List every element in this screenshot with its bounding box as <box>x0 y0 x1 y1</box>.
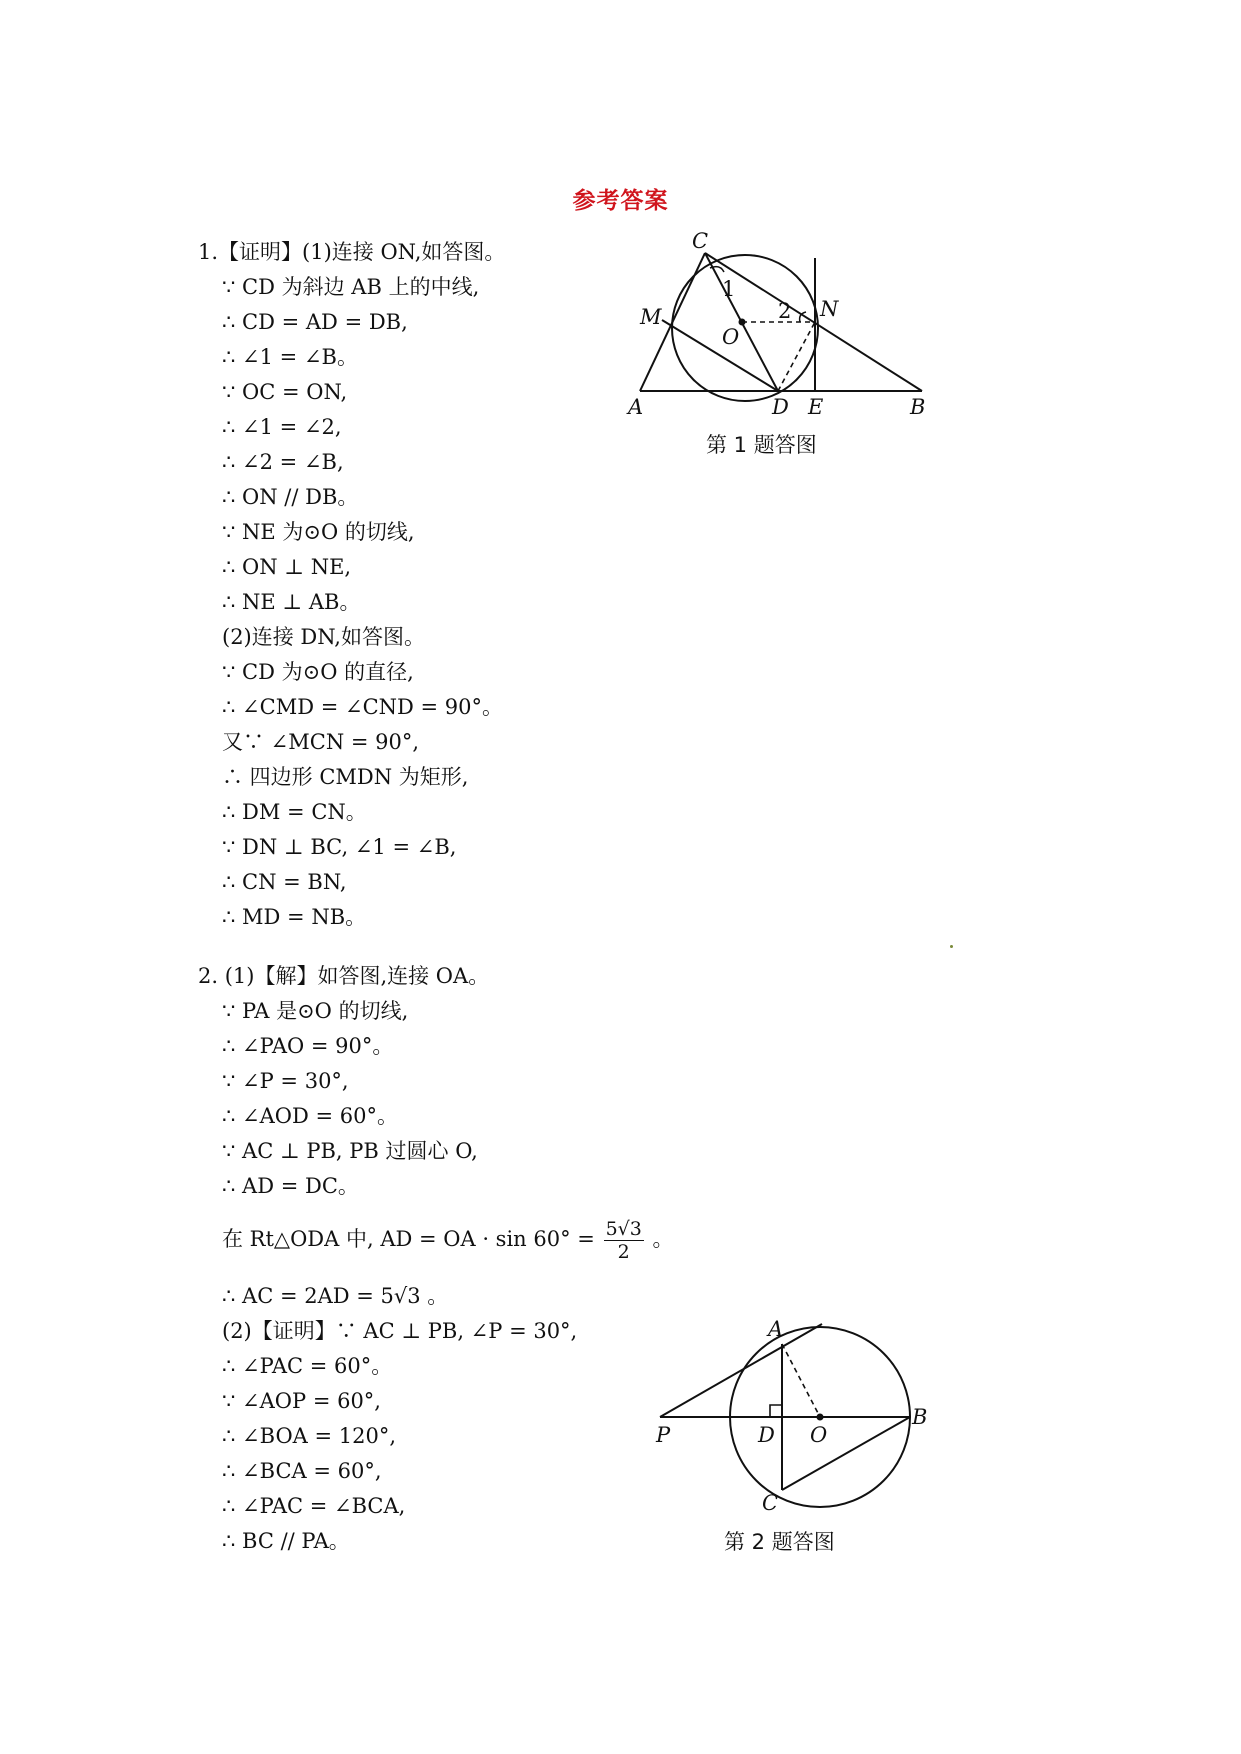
q1-line-7: ∴ ∠2 = ∠B, <box>222 450 344 474</box>
q2-line-2: ∵ PA 是⊙O 的切线, <box>222 999 409 1023</box>
q2-rt-line <box>222 1212 674 1266</box>
q1-label-C: C <box>692 229 709 253</box>
q2-center-dot <box>817 1414 824 1421</box>
q1-line-20: ∴ MD = NB。 <box>222 905 367 929</box>
q2-line-12: ∴ ∠BOA = 120°, <box>222 1424 397 1448</box>
q2-label-D: D <box>758 1423 775 1447</box>
q2-line-6: ∵ AC ⊥ PB, PB 过圆心 O, <box>222 1139 478 1163</box>
q1-line-13: ∵ CD 为⊙O 的直径, <box>222 660 414 684</box>
q2-segment-OA <box>782 1344 820 1417</box>
q2-label-C: C <box>762 1491 779 1515</box>
q2-line-13: ∴ ∠BCA = 60°, <box>222 1459 382 1483</box>
q1-side-CB <box>705 253 922 391</box>
stray-dot <box>950 945 953 948</box>
q2-tangent-PA <box>660 1324 822 1417</box>
q2-line-14: ∴ ∠PAC = ∠BCA, <box>222 1494 406 1518</box>
q1-line-15: 又∵ ∠MCN = 90°, <box>222 730 420 754</box>
q1-segment-MD <box>662 320 778 391</box>
q2-line-10: ∴ ∠PAC = 60°。 <box>222 1354 393 1378</box>
q2-rt-fraction <box>604 1218 644 1263</box>
q1-label-M: M <box>640 305 662 329</box>
q2-right-angle-mark <box>770 1405 782 1417</box>
q1-line-1: 1.【证明】(1)连接 ON,如答图。 <box>198 240 506 264</box>
q2-figure-caption: 第 2 题答图 <box>724 1530 835 1554</box>
q1-line-9: ∵ NE 为⊙O 的切线, <box>222 520 415 544</box>
q1-label-N: N <box>820 297 839 321</box>
q1-line-8: ∴ ON // DB。 <box>222 485 359 509</box>
q1-line-16: ∴ 四边形 CMDN 为矩形, <box>222 765 469 789</box>
q2-rt-prefix: 在 Rt△ODA 中, AD = OA · sin 60° = <box>222 1227 595 1251</box>
q1-label-E: E <box>808 395 824 419</box>
q1-figure <box>610 228 940 458</box>
q1-label-2: 2 <box>778 299 792 323</box>
q2-label-B: B <box>912 1405 928 1429</box>
q1-line-2: ∵ CD 为斜边 AB 上的中线, <box>222 275 480 299</box>
q1-line-17: ∴ DM = CN。 <box>222 800 367 824</box>
q2-label-A: A <box>768 1317 784 1341</box>
q1-center-dot <box>739 319 746 326</box>
q2-line-1: 2. (1)【解】如答图,连接 OA。 <box>198 964 490 988</box>
q1-line-6: ∴ ∠1 = ∠2, <box>222 415 342 439</box>
q1-line-14: ∴ ∠CMD = ∠CND = 90°。 <box>222 695 504 719</box>
q2-rt-denominator: 2 <box>617 1241 630 1263</box>
q1-line-18: ∵ DN ⊥ BC, ∠1 = ∠B, <box>222 835 457 859</box>
q1-line-10: ∴ ON ⊥ NE, <box>222 555 352 579</box>
page-title: 参考答案 <box>572 188 669 214</box>
q2-line-8: ∴ AC = 2AD = 5√3 。 <box>222 1284 449 1308</box>
q2-chord-CB <box>782 1417 910 1490</box>
q2-line-9: (2)【证明】∵ AC ⊥ PB, ∠P = 30°, <box>222 1319 578 1343</box>
q1-label-B: B <box>910 395 926 419</box>
q1-label-O: O <box>722 325 740 349</box>
q2-rt-suffix: 。 <box>652 1227 674 1251</box>
q2-line-15: ∴ BC // PA。 <box>222 1529 350 1553</box>
q1-line-12: (2)连接 DN,如答图。 <box>222 625 425 649</box>
q1-line-11: ∴ NE ⊥ AB。 <box>222 590 361 614</box>
q2-line-4: ∵ ∠P = 30°, <box>222 1069 349 1093</box>
q2-line-5: ∴ ∠AOD = 60°。 <box>222 1104 399 1128</box>
q2-line-7: ∴ AD = DC。 <box>222 1174 359 1198</box>
q1-figure-caption: 第 1 题答图 <box>706 433 817 457</box>
q1-label-1: 1 <box>722 277 736 301</box>
q1-label-D: D <box>772 395 789 419</box>
q2-figure <box>650 1312 940 1522</box>
q2-line-11: ∵ ∠AOP = 60°, <box>222 1389 381 1413</box>
q1-line-4: ∴ ∠1 = ∠B。 <box>222 345 358 369</box>
q2-line-3: ∴ ∠PAO = 90°。 <box>222 1034 394 1058</box>
q2-label-O: O <box>810 1423 828 1447</box>
q2-rt-numerator: 5√3 <box>605 1218 642 1240</box>
q1-line-19: ∴ CN = BN, <box>222 870 347 894</box>
q1-label-A: A <box>628 395 644 419</box>
q2-label-P: P <box>656 1423 671 1447</box>
q1-line-3: ∴ CD = AD = DB, <box>222 310 408 334</box>
q1-line-5: ∵ OC = ON, <box>222 380 348 404</box>
